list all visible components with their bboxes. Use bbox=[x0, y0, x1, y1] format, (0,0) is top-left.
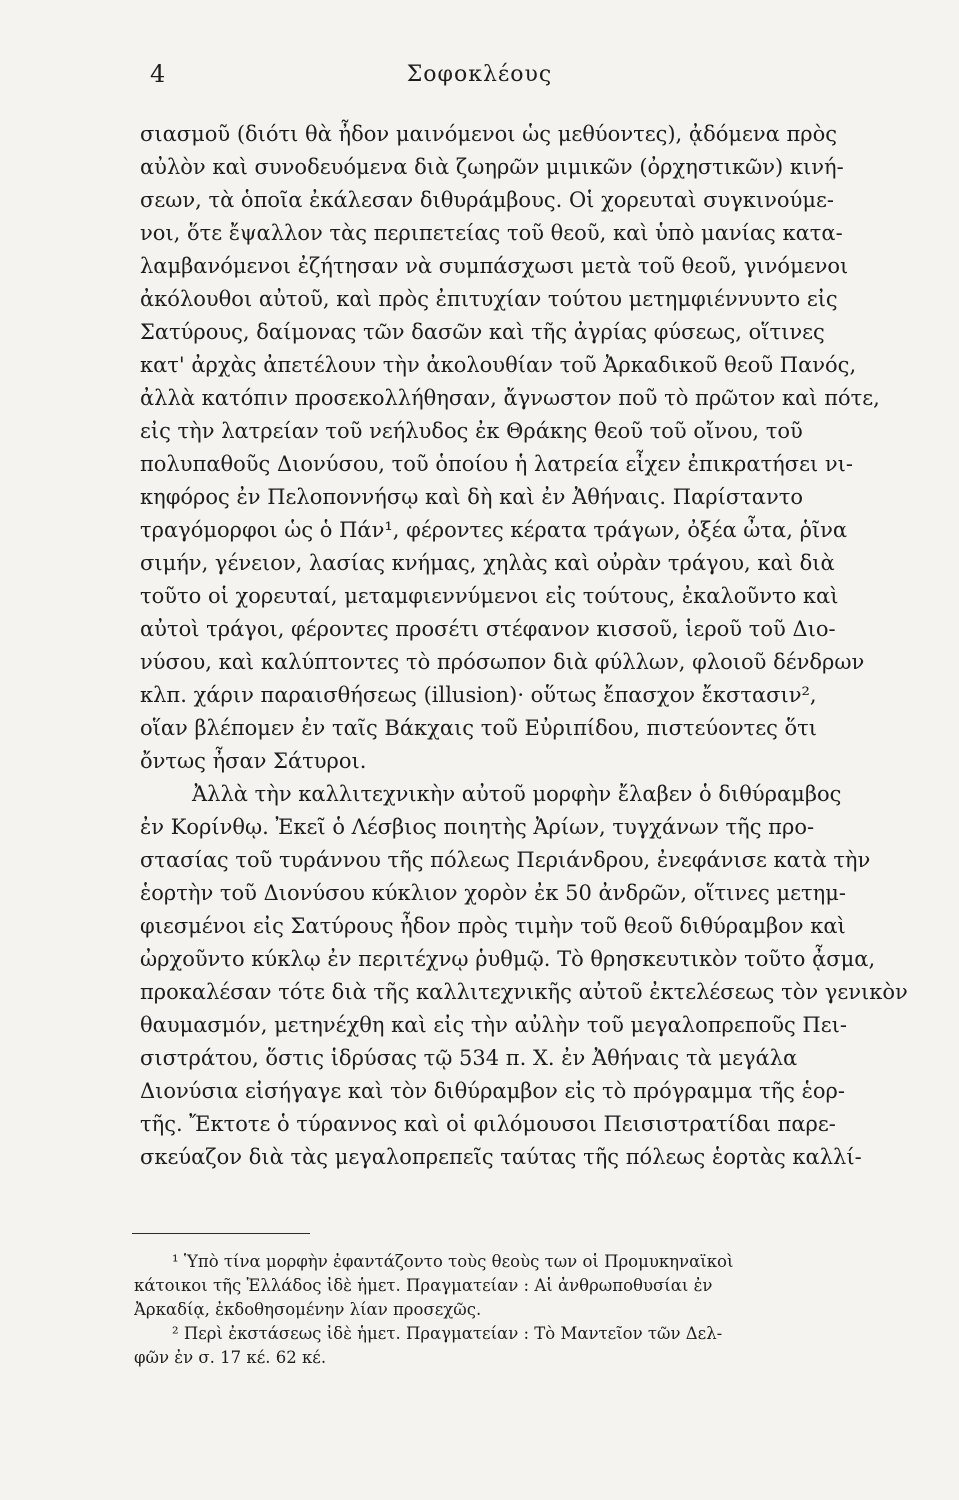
text-line: ὄντως ἦσαν Σάτυροι. bbox=[140, 749, 367, 773]
text-line: λαμβανόμενοι ἐζήτησαν νὰ συμπάσχωσι μετὰ τοῦ θεοῦ, γινόμενοι bbox=[140, 254, 849, 278]
text-line: κλπ. χάριν παραισθήσεως (illusion)· οὕτως ἔπασχον ἔκστασιν², bbox=[140, 683, 817, 707]
text-line: νοι, ὅτε ἔψαλλον τὰς περιπετείας τοῦ θεοῦ, καὶ ὑπὸ μανίας κατα- bbox=[140, 221, 843, 245]
text-line: αὐτοὶ τράγοι, φέροντες προσέτι στέφανον κισσοῦ, ἱεροῦ τοῦ Διο- bbox=[140, 617, 836, 641]
text-line: προκαλέσαν τότε διὰ τῆς καλλιτεχνικῆς αὐτοῦ ἐκτελέσεως τὸν γενικὸν bbox=[140, 980, 908, 1004]
text-line: πολυπαθοῦς Διονύσου, τοῦ ὁποίου ἡ λατρεία εἶχεν ἐπικρατήσει νι- bbox=[140, 452, 853, 476]
text-line: νύσου, καὶ καλύπτοντες τὸ πρόσωπον διὰ φύλλων, φλοιοῦ δένδρων bbox=[140, 650, 865, 674]
text-line: θαυμασμόν, μετηνέχθη καὶ εἰς τὴν αὐλὴν τοῦ μεγαλοπρεποῦς Πει- bbox=[140, 1013, 847, 1037]
text-line: εἰς τὴν λατρείαν τοῦ νεήλυδος ἐκ Θράκης θεοῦ τοῦ οἴνου, τοῦ bbox=[140, 419, 803, 443]
text-line: στασίας τοῦ τυράννου τῆς πόλεως Περιάνδρου, ἐνεφάνισε κατὰ τὴν bbox=[140, 848, 871, 872]
footnote-line: κάτοικοι τῆς Ἑλλάδος ἰδὲ ἡμετ. Πραγματείαν : Αἱ ἀνθρωποθυσίαι ἐν bbox=[134, 1276, 713, 1295]
text-line: Διονύσια εἰσήγαγε καὶ τὸν διθύραμβον εἰς τὸ πρόγραμμα τῆς ἑορ- bbox=[140, 1079, 845, 1103]
text-line: σκεύαζον διὰ τὰς μεγαλοπρεπεῖς ταύτας τῆς πόλεως ἑορτὰς καλλί- bbox=[140, 1145, 862, 1169]
text-line: φιεσμένοι εἰς Σατύρους ἦδον πρὸς τιμὴν τοῦ θεοῦ διθύραμβον καὶ bbox=[140, 914, 846, 938]
footnote-divider bbox=[132, 1233, 310, 1234]
body-text bbox=[140, 118, 910, 1174]
paragraph-start-line: Ἀλλὰ τὴν καλλιτεχνικὴν αὐτοῦ μορφὴν ἔλαβεν ὁ διθύραμβος bbox=[192, 782, 842, 806]
page-number: 4 bbox=[150, 60, 166, 88]
footnote-line: ² Περὶ ἐκστάσεως ἰδὲ ἡμετ. Πραγματείαν : Τὸ Μαντεῖον τῶν Δελ- bbox=[172, 1324, 723, 1343]
text-line: τραγόμορφοι ὡς ὁ Πάν¹, φέροντες κέρατα τράγων, ὀξέα ὦτα, ῥῖνα bbox=[140, 518, 848, 542]
footnote-line: Ἀρκαδίᾳ, ἐκδοθησομένην λίαν προσεχῶς. bbox=[134, 1300, 482, 1319]
text-line: οἵαν βλέπομεν ἐν ταῖς Βάκχαις τοῦ Εὐριπίδου, πιστεύοντες ὅτι bbox=[140, 716, 818, 740]
footnote-line: ¹ Ὑπὸ τίνα μορφὴν ἐφαντάζοντο τοὺς θεοὺς των οἱ Προμυκηναϊκοὶ bbox=[172, 1252, 734, 1271]
text-line: σιστράτου, ὅστις ἱδρύσας τῷ 534 π. Χ. ἐν Ἀθήναις τὰ μεγάλα bbox=[140, 1046, 798, 1070]
text-line: ἑορτὴν τοῦ Διονύσου κύκλιον χορὸν ἐκ 50 ἀνδρῶν, οἵτινες μετημ- bbox=[140, 881, 846, 905]
text-line: ἐν Κορίνθῳ. Ἐκεῖ ὁ Λέσβιος ποιητὴς Ἀρίων, τυγχάνων τῆς προ- bbox=[140, 815, 815, 839]
text-line: ἀλλὰ κατόπιν προσεκολλήθησαν, ἄγνωστον ποῦ τὸ πρῶτον καὶ πότε, bbox=[140, 386, 880, 410]
footnote-line: φῶν ἐν σ. 17 κέ. 62 κέ. bbox=[134, 1348, 327, 1367]
text-line: κατ' ἀρχὰς ἀπετέλουν τὴν ἀκολουθίαν τοῦ Ἀρκαδικοῦ θεοῦ Πανός, bbox=[140, 353, 857, 377]
text-line: τῆς. Ἔκτοτε ὁ τύραννος καὶ οἱ φιλόμουσοι Πεισιστρατίδαι παρε- bbox=[140, 1112, 836, 1136]
running-title: Σοφοκλέους bbox=[406, 62, 553, 87]
text-line: αὐλὸν καὶ συνοδευόμενα διὰ ζωηρῶν μιμικῶν (ὀρχηστικῶν) κινή- bbox=[140, 155, 844, 179]
text-line: σεων, τὰ ὁποῖα ἐκάλεσαν διθυράμβους. Οἱ χορευταὶ συγκινούμε- bbox=[140, 188, 834, 212]
text-line: Σατύρους, δαίμονας τῶν δασῶν καὶ τῆς ἀγρίας φύσεως, οἵτινες bbox=[140, 320, 825, 344]
text-line: ὠρχοῦντο κύκλῳ ἐν περιτέχνῳ ῥυθμῷ. Τὸ θρησκευτικὸν τοῦτο ᾆσμα, bbox=[140, 947, 876, 971]
text-line: ἀκόλουθοι αὐτοῦ, καὶ πρὸς ἐπιτυχίαν τούτου μετημφιέννυντο εἰς bbox=[140, 287, 838, 311]
text-line: κηφόρος ἐν Πελοποννήσῳ καὶ δὴ καὶ ἐν Ἀθήναις. Παρίσταντο bbox=[140, 485, 803, 509]
text-line: σιμήν, γένειον, λασίας κνήμας, χηλὰς καὶ οὐρὰν τράγου, καὶ διὰ bbox=[140, 551, 835, 575]
footnotes bbox=[134, 1250, 914, 1370]
text-line: σιασμοῦ (διότι θὰ ἦδον μαινόμενοι ὡς μεθύοντες), ᾀδόμενα πρὸς bbox=[140, 122, 838, 146]
text-line: τοῦτο οἱ χορευταί, μεταμφιεννύμενοι εἰς τούτους, ἐκαλοῦντο καὶ bbox=[140, 584, 839, 608]
